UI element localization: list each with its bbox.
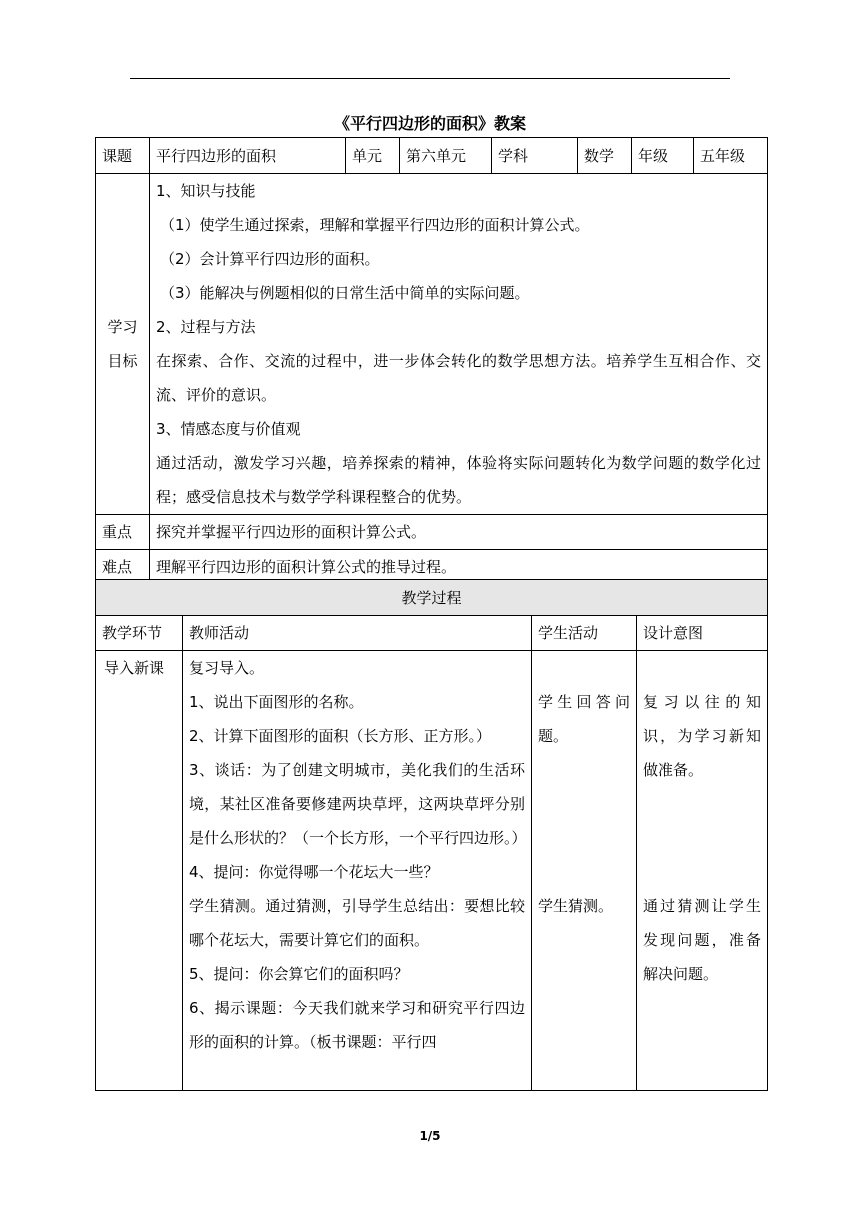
subject-label: 学科 — [492, 138, 578, 174]
stage-label: 导入新课 — [104, 659, 165, 677]
intent-1: 复习以往的知识，为学习新知做准备。 — [643, 693, 762, 779]
column-header: 教师活动 — [183, 616, 532, 651]
teacher-line: 3、谈话：为了创建文明城市，美化我们的生活环境，某社区准备要修建两块草坪，这两块草坪分别是什么形状的？（一个长方形，一个平行四边形。） — [189, 761, 527, 847]
page-number: 1/5 — [419, 1129, 441, 1143]
objective-line: 2、过程与方法 — [156, 318, 256, 336]
stage-cell — [96, 651, 183, 1091]
column-header: 学生活动 — [532, 616, 637, 651]
teacher-activity — [183, 651, 532, 1091]
objective-line: 在探索、合作、交流的过程中，进一步体会转化的数学思想方法。培养学生互相合作、交流、评价的意识。 — [156, 352, 761, 404]
difficulty-label: 难点 — [96, 550, 150, 585]
teacher-line: 6、揭示课题：今天我们就来学习和研究平行四边形的面积的计算。（板书课题：平行四 — [189, 999, 525, 1051]
objective-line: 3、情感态度与价值观 — [156, 420, 301, 438]
document-title: 《平行四边形的面积》教案 — [333, 114, 526, 133]
column-header: 教学环节 — [96, 616, 183, 651]
objective-line: 1、知识与技能 — [156, 182, 256, 200]
student-activity-1: 学生回答问题。 — [538, 693, 630, 745]
unit-value: 第六单元 — [400, 138, 492, 174]
teacher-line: 复习导入。 — [189, 659, 265, 677]
subject-value: 数学 — [578, 138, 632, 174]
student-activity-2: 学生猜测。 — [538, 897, 614, 915]
objective-line: （2）会计算平行四边形的面积。 — [160, 250, 380, 268]
objective-line: 通过活动，激发学习兴趣，培养探索的精神，体验将实际问题转化为数学问题的数学化过程；感受信息技术与数学学科课程整合的优势。 — [156, 454, 761, 506]
student-activity — [532, 651, 637, 1091]
column-header: 设计意图 — [637, 616, 768, 651]
teacher-line: 5、提问：你会算它们的面积吗？ — [189, 965, 409, 983]
objective-line: （1）使学生通过探索，理解和掌握平行四边形的面积计算公式。 — [160, 216, 590, 234]
objective-line: （3）能解决与例题相似的日常生活中简单的实际问题。 — [160, 284, 530, 302]
topic-label: 课题 — [96, 138, 150, 174]
teacher-line: 1、说出下面图形的名称。 — [189, 693, 364, 711]
header-rule — [130, 78, 730, 79]
key-point-label: 重点 — [96, 515, 150, 550]
lesson-info-table — [95, 137, 768, 585]
design-intent — [637, 651, 768, 1091]
grade-label: 年级 — [632, 138, 694, 174]
difficulty-text: 理解平行四边形的面积计算公式的推导过程。 — [150, 550, 768, 585]
key-point-text: 探究并掌握平行四边形的面积计算公式。 — [150, 515, 768, 550]
unit-label: 单元 — [346, 138, 400, 174]
objectives-content — [150, 174, 768, 515]
teacher-line: 学生猜测。通过猜测，引导学生总结出：要想比较哪个花坛大，需要计算它们的面积。 — [189, 897, 525, 949]
teacher-line: 2、计算下面图形的面积（长方形、正方形。） — [189, 727, 492, 745]
intent-2: 通过猜测让学生发现问题，准备解决问题。 — [643, 897, 762, 983]
grade-value: 五年级 — [694, 138, 768, 174]
teacher-line: 4、提问：你觉得哪一个花坛大一些？ — [189, 863, 439, 881]
topic-value: 平行四边形的面积 — [150, 138, 346, 174]
objectives-label-text: 学习目标 — [107, 318, 138, 370]
objectives-label — [96, 174, 150, 515]
teaching-process-table — [95, 579, 768, 1091]
process-header: 教学过程 — [96, 580, 768, 616]
